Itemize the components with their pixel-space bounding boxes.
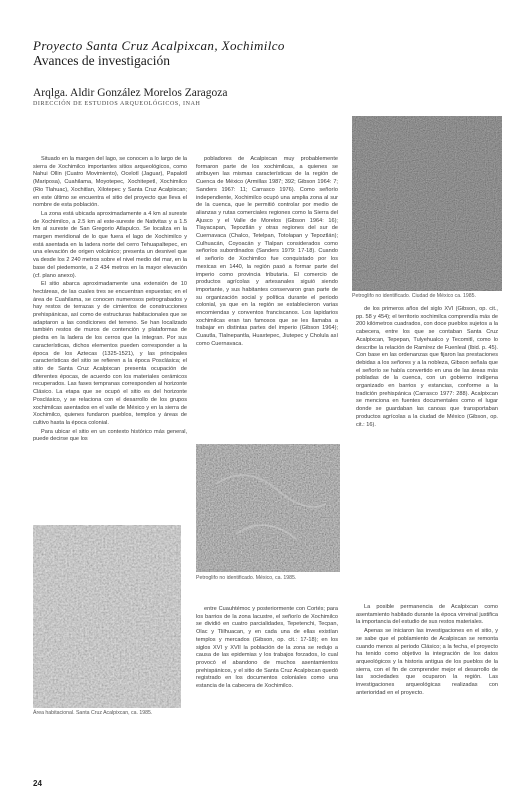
paragraph: La zona está ubicada aproximadamente a 4 km al sureste de Xochimilco, a 2.5 km al este-sureste de Nativitas y a 1.5 km al sureste de San Gregorio Atlapulco. Se localiza en la margen meridional de lo que fuera el lago de Xochimilco y está asentada en la ladera norte del cerro Tehuapaltepec, en una elevación de origen volcánico; presenta un desnivel que va desde los 2 240 metros sobre el nivel medio del mar, en la base del piedemonte, a 2 434 metros en la mayor elevación (cf. plano anexo).: [33, 210, 187, 279]
header-subtitle: Avances de investigación: [33, 53, 170, 68]
photo-caption-1: Petroglifo no identificado. Ciudad de México ca. 1985.: [352, 293, 477, 299]
body-column-2: [196, 156, 338, 434]
author-name: Arqlga. Aldir González Morelos Zaragoza: [33, 87, 228, 99]
author-affiliation: DIRECCIÓN DE ESTUDIOS ARQUEOLÓGICOS, INAH: [33, 101, 201, 107]
paragraph: Para ubicar el sitio en un contexto histórico más general, puede decirse que los: [33, 428, 187, 443]
body-column-3: [356, 306, 498, 518]
body-column-1: [33, 156, 187, 518]
body-column-3-lower: [356, 604, 498, 712]
paragraph: pobladores de Acalpixcan muy probablemente formaron parte de los xochimilcas, a quienes se atribuyen las mismas características de la región de Cuenca de México (Armillas 1987; 392; Gibson 1964: 7; Sanders 1967: 11; Carrasco 1976). Como señorío independiente, Xochimilco ocupó una amplia zona al sur de la cuenca, que le permitió controlar por medio de alianzas y rutas comerciales regiones como la Sierra del Ajusco y el Valle de Morelos (Gibson 1964: 16); Tlayacapan, Tepoztlán y otras regiones del sur de Cuernavaca (Chalco, Tetelpan, Totolapan y Tepoztlán); Culhuacán, Coyoacán y Tlalpan considerados como señoríos subordinados (Sanders 1979: 17-18). Cuando el señorío de Xochimilco fue conquistado por los mexicas en 1440, la región pasó a formar parte del imperio como provincia tributaria. El comercio de productos agrícolas y artesanales siguió siendo importante, y sus habitantes conservaron gran parte de su organización social y política durante el periodo colonial, ya que en la región se establecieron varias encomiendas y conventos franciscanos. Los lapidarios xochimilcas eran tan famosos que se les llamaba a trabajar en distintas partes del imperio (Gibson 1964); Cuautla, Tlalnepantla, Huaxtepec, Jiutepec y Cholula así como Cuernavaca.: [196, 156, 338, 347]
paragraph: Apenas se iniciaron las investigaciones en el sitio, y se sabe que el poblamiento de Acalpixcan se remonta cuando menos al periodo Clásico; a la fecha, el proyecto ha tenido como objetivo la integración de los datos arqueológicos y la historia antigua de los pueblos de la sierra, con el fin de comprender mejor el desarrollo de las sociedades que ocuparon la región. Las investigaciones arqueológicas realizadas con anterioridad en el proyecto.: [356, 628, 498, 696]
header-title: Proyecto Santa Cruz Acalpixcan, Xochimilco: [33, 38, 285, 53]
photo-caption-3: Área habitacional. Santa Cruz Acalpixcan, ca. 1985.: [33, 710, 153, 716]
paragraph: de los primeros años del siglo XVI (Gibson, op. cit., pp. 58 y 454); el territorio xochimilca comprendía más de 200 kilómetros cuadrados, con doce pueblos sujetos a la cabecera, entre los que se contaban Santa Cruz Acalpixcan, Tepepan, Tulyehualco y Tecomitl, como lo describe la relación de Ramírez de Fuenleal (Ibid. p. 45). Con base en las ordenanzas que fijaron las prestaciones debidas a los señores y a la nobleza, Gibson señala que el señorío se había convertido en una de las áreas más pobladas de la cuenca, con un gobierno indígena organizado en barrios y estancias, conforme a la tradición prehispánica (Carrasco 1977: 288). Acalpixcan se menciona en fuentes documentales como el lugar donde se guardaban las canoas que transportaban productos agrícolas a la ciudad de México (Gibson, op. cit.: 16).: [356, 306, 498, 428]
photo-petroglyph-1: [352, 116, 502, 291]
paragraph: Situado en la margen del lago, se conocen a lo largo de la sierra de Xochimilco importantes sitios arqueológicos, como Nahui Ollin (Cuatro Movimiento), Ocelotl (Jaguar), Papalotl (Mariposa), Cuahilama, Moyotepec, Xochitepetl, Xochimilco (Rio Tlahuac), Xochitlan, Xilotepec y Santa Cruz Acalpixcan; en este último se encuentra el sitio del proyecto que lleva el nombre de esta población.: [33, 156, 187, 209]
body-column-2-lower: [196, 606, 338, 712]
photo-caption-2: Petroglifo no identificado. México, ca. 1985.: [196, 575, 297, 581]
photo-petroglyph-2: [196, 444, 340, 572]
paragraph: El sitio abarca aproximadamente una extensión de 10 hectáreas, de las cuales tres se encuentran expuestas; en el área de Cuahilama, se conocen numerosos petrograbados y hay restos de terrazas y de cimientos de construcciones prehispánicas, así como de estructuras habitacionales que se adaptaron a las condiciones del terreno. Se han localizado también restos de muros de contención y plataformas de piedra en la ladera de los cerros que la integran. Por sus características, dichos elementos pueden corresponder a la época de los Aztecas (1325-1521), y las principales características del sitio se refieren a la época Posclásica; el sitio de Santa Cruz Acalpixcan presenta ocupación de diferentes épocas, de acuerdo con los materiales cerámicos recuperados. Las fases tempranas corresponden al horizonte Clásico. La etapa que se ocupó el sitio es del horizonte Posclásico, y se relaciona con el desarrollo de los grupos xochimilcas asentados en el valle de México y en la sierra de Xochimilco, quienes fundaron pueblos, templos y áreas de cultivo hasta la época colonial.: [33, 281, 187, 426]
paragraph: La posible permanencia de Acalpixcan como asentamiento habitado durante la época virreinal justifica la importancia del estudio de sus restos materiales.: [356, 604, 498, 626]
paragraph: entre Cuauhtémoc y posteriormente con Cortés; para los barrios de la zona lacustre, el señorío de Xochimilco se dividió en cuatro parcialidades, Tepetenchi, Tecpan, Olac y Tlilhuacan, y en cada una de ellas existían templos y mercados (Gibson, op. cit.: 17-18); en los siglos XVI y XVII la población de la zona se redujo a causa de las epidemias y los trabajos forzados, lo cual provocó el abandono de muchos asentamientos prehispánicos, y el sitio de Santa Cruz Acalpixcan quedó registrado en los documentos coloniales como una estancia de la cabecera de Xochimilco.: [196, 606, 338, 690]
page-number: 24: [33, 779, 42, 788]
photo-landscape: [33, 525, 181, 708]
